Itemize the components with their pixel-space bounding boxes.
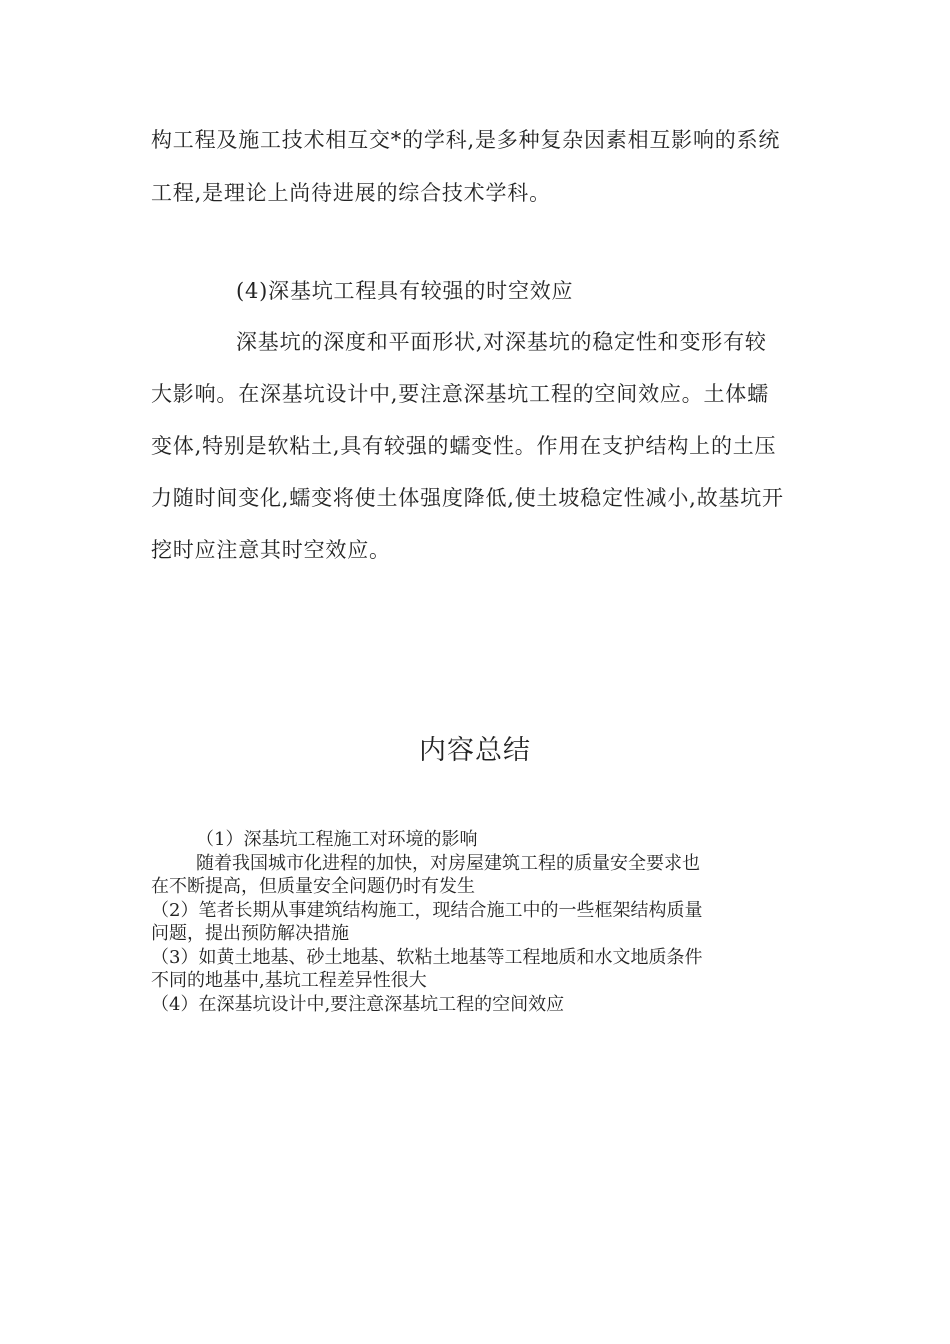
body-line-6: 力随时间变化,蠕变将使土体强度降低,使土坡稳定性减小,故基坑开 bbox=[151, 486, 784, 510]
summary-line-8: （4）在深基坑设计中,要注意深基坑工程的空间效应 bbox=[151, 993, 565, 1015]
body-line-5: 变体,特别是软粘土,具有较强的蠕变性。作用在支护结构上的土压 bbox=[151, 434, 777, 458]
summary-line-6: （3）如黄土地基、砂土地基、软粘土地基等工程地质和水文地质条件 bbox=[151, 946, 703, 968]
body-line-2: 工程,是理论上尚待进展的综合技术学科。 bbox=[151, 181, 551, 205]
summary-line-3: 在不断提高，但质量安全问题仍时有发生 bbox=[151, 876, 475, 897]
summary-line-5: 问题，提出预防解决措施 bbox=[151, 923, 349, 944]
body-line-4: 大影响。在深基坑设计中,要注意深基坑工程的空间效应。土体蠕 bbox=[151, 382, 769, 406]
summary-line-4: （2）笔者长期从事建筑结构施工，现结合施工中的一些框架结构质量 bbox=[151, 899, 703, 921]
summary-section bbox=[151, 828, 811, 1016]
summary-line-7: 不同的地基中,基坑工程差异性很大 bbox=[151, 970, 427, 991]
body-line-3: 深基坑的深度和平面形状,对深基坑的稳定性和变形有较 bbox=[236, 330, 767, 354]
section-4-heading: (4)深基坑工程具有较强的时空效应 bbox=[236, 279, 574, 303]
summary-title: 内容总结 bbox=[419, 735, 531, 766]
summary-line-2: 随着我国城市化进程的加快，对房屋建筑工程的质量安全要求也 bbox=[196, 852, 700, 874]
body-line-1: 构工程及施工技术相互交*的学科,是多种复杂因素相互影响的系统 bbox=[151, 128, 781, 152]
summary-line-1: （1）深基坑工程施工对环境的影响 bbox=[196, 829, 478, 850]
body-line-7: 挖时应注意其时空效应。 bbox=[151, 538, 391, 562]
